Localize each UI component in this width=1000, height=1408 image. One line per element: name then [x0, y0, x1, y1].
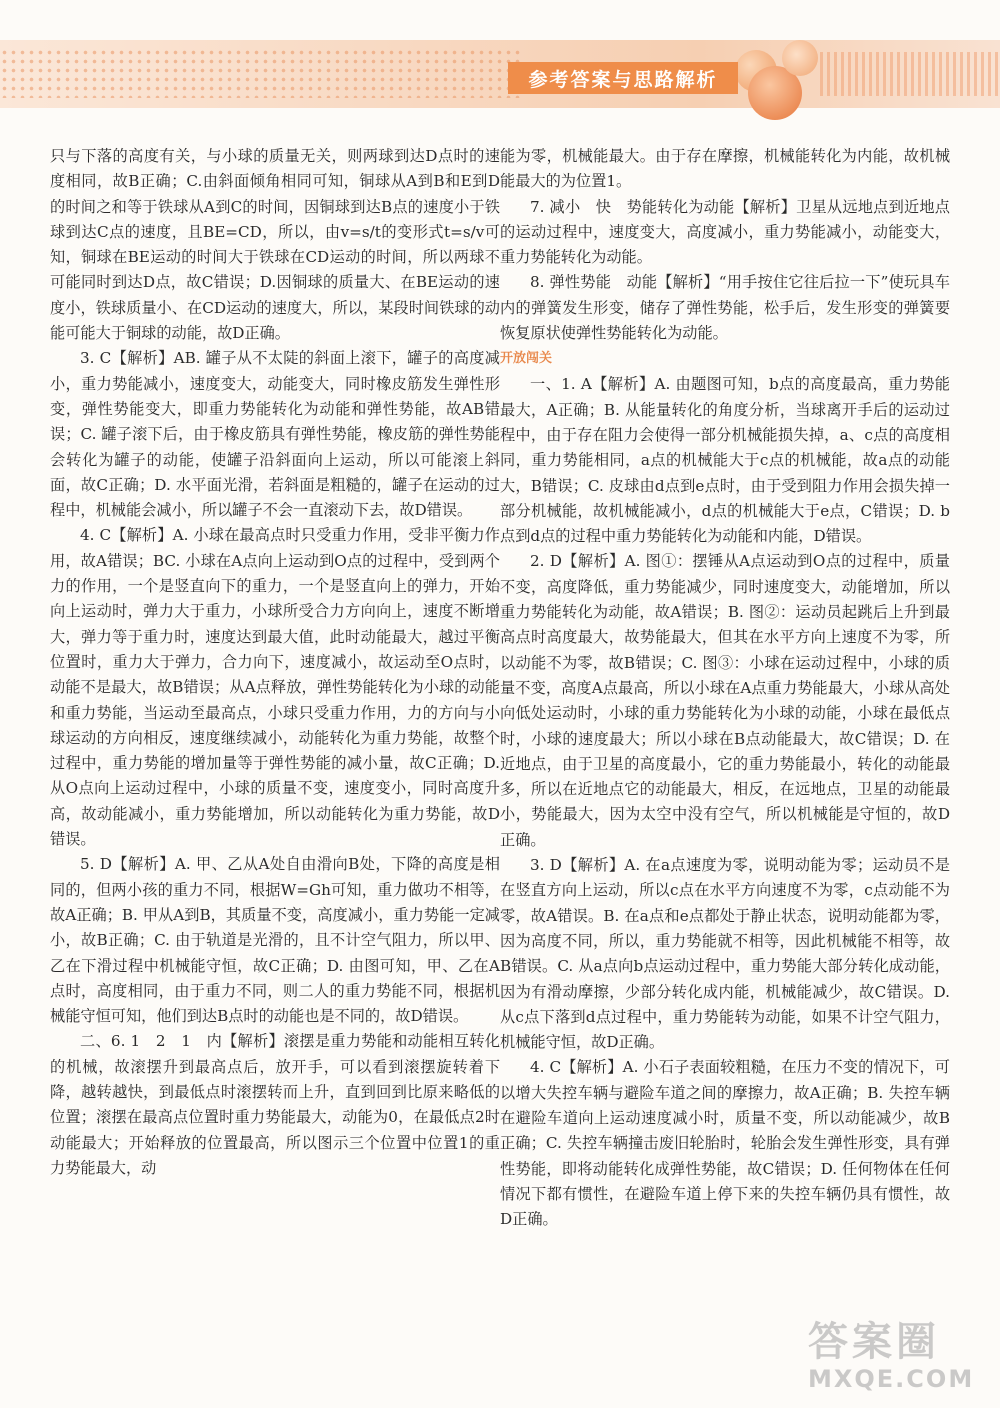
section-heading: 开放闯关 — [500, 351, 553, 367]
watermark — [808, 1320, 988, 1404]
right-column — [500, 144, 950, 1232]
page-title: 参考答案与思路解析 — [508, 62, 738, 94]
answer-paragraph: 二、6. 1 2 1 内【解析】滚摆是重力势能和动能相互转化的机械，故滚摆升到最高点后，放开手，可以看到滚摆旋转着下降，越转越快，到最低点时滚摆转而上升，直到回到比原来略低的位置；滚摆在最高点位置时重力势能最大，动能为0，在最低点2时动能最大；开始释放的位置最高，所以图示三个位置中位置1的重力势能最大，动 — [50, 1032, 500, 1177]
answer-paragraph: 只与下落的高度有关，与小球的质量无关，则两球到达D点时的速度相同，故B正确；C.由斜面倾角相同可知，铜球从A到B和E到D的时间之和等于铁球从A到C的时间，因铜球到达B点的速度小于铁球到达C点的速度，且BE=CD，所以，由v=s/t的变形式t=s/v可知，铜球在BE运动的时间大于铁球在CD运动的时间，所以两球不可能同时到达D点，故C错误；D.因铜球的质量大、在BE运动的速度小，铁球质量小、在CD运动的速度大，所以，某段时间铁球的动能可能大于铜球的动能，故D正确。 — [50, 147, 500, 343]
watermark-url: MXQE.COM — [808, 1365, 975, 1393]
left-column — [50, 144, 500, 1181]
watermark-text: 答案圈 — [808, 1319, 940, 1365]
answer-paragraph: 4. C【解析】A. 小石子表面较粗糙，在压力不变的情况下，可以增大失控车辆与避险车道之间的摩擦力，故A正确；B. 失控车辆在避险车道向上运动速度减小时，质量不变，所以动能减少，故B正确；C. 失控车辆撞击废旧轮胎时，轮胎会发生弹性形变，具有弹性势能，即将动能转化成弹性势能，故C错误；D. 任何物体在任何情况下都有惯性，在避险车道上停下来的失控车辆仍具有惯性，故D正确。 — [500, 1058, 950, 1229]
answer-paragraph: 能为零，机械能最大。由于存在摩擦，机械能转化为内能，故机械能最大的为位置1。 — [500, 147, 950, 191]
answer-paragraph: 4. C【解析】A. 小球在最高点时只受重力作用，受非平衡力作用，故A错误；BC. 小球在A点向上运动到O点的过程中，受到两个力的作用，一个是竖直向下的重力，一个是竖直向上的弹力，开始向上运动时，弹力大于重力，小球所受合力方向向上，速度不断增大，弹力等于重力时，速度达到最大值，此时动能最大，越过平衡位置时，重力大于弹力，合力向下，速度减小，故运动至O点时，动能不是最大，故B错误；从A点释放，弹性势能转化为小球的动能和重力势能，当运动至最高点，小球只受重力作用，力的方向与小球运动的方向相反，速度继续减小，动能转化为重力势能，故整个过程中，重力势能的增加量等于弹性势能的减小量，故C正确；D. 从O点向上运动过程中，小球的质量不变，速度变小，同时高度升高，故动能减小，重力势能增加，所以动能转化为重力势能，故D错误。 — [50, 526, 500, 849]
answer-paragraph: 3. D【解析】A. 在a点速度为零，说明动能为零；运动员不是在竖直方向上运动，所以c点在水平方向速度不为零，c点动能不为零，故A错误。B. 在a点和e点都处于静止状态，说明动能都为零，因为高度不同，所以，重力势能就不相等，因此机械能不相等，故B错误。C. 从a点向b点运动过程中，重力势能大部分转化成动能，因为有滑动摩擦，少部分转化成内能，机械能减少，故C错误。D. 从c点下落到d点过程中，重力势能转为动能，如果不计空气阻力，机械能守恒，故D正确。 — [500, 856, 950, 1052]
answer-paragraph: 5. D【解析】A. 甲、乙从A处自由滑向B处，下降的高度是相同的，但两小孩的重力不同，根据W=Gh可知，重力做功不相等，故A正确；B. 甲从A到B，其质量不变，高度减小，重力势能一定减小，故B正确；C. 由于轨道是光滑的，且不计空气阻力，所以甲、乙在下滑过程中机械能守恒，故C正确；D. 由图可知，甲、乙在A点时，高度相同，由于重力不同，则二人的重力势能不同，根据机械能守恒可知，他们到达B点时的动能也是不同的，故D错误。 — [50, 855, 500, 1026]
answer-paragraph: 3. C【解析】AB. 罐子从不太陡的斜面上滚下，罐子的高度减小，重力势能减小，速度变大，动能变大，同时橡皮筋发生弹性形变，弹性势能变大，即重力势能转化为动能和弹性势能，故AB错误；C. 罐子滚下后，由于橡皮筋具有弹性势能，橡皮筋的弹性势能会转化为罐子的动能，使罐子沿斜面向上运动，所以可能滚上斜面，故C正确；D. 水平面光滑，若斜面是粗糙的，罐子在运动的过程中，机械能会减小，所以罐子不会一直滚动下去，故D错误。 — [50, 349, 500, 520]
answer-paragraph: 一、1. A【解析】A. 由题图可知，b点的高度最高，重力势能最大，A正确；B. 从能量转化的角度分析，当球离开手后的运动过程中，由于存在阻力会使得一部分机械能损失掉，a、c点的高度相同，重力势能相同，a点的机械能大于c点的机械能，故a点的动能大，B错误；C. 皮球由d点到e点时，由于受到阻力作用会损失掉一部分机械能，故机械能减小，d点的机械能大于e点，C错误；D. b点到d点的过程中重力势能转化为动能和内能，D错误。 — [500, 375, 950, 546]
answer-paragraph: 2. D【解析】A. 图①：摆锤从A点运动到O点的过程中，质量不变，高度降低，重力势能减少，同时速度变大，动能增加，所以重力势能转化为动能，故A错误；B. 图②：运动员起跳后上升到最高点时高度最大，故势能最大，但其在水平方向上速度不为零，所以动能不为零，故B错误；C. 图③：小球在运动过程中，小球的质量不变，高度A点最高，所以小球在A点重力势能最大，小球从高处向低处运动时，小球的重力势能转化为小球的动能，小球在最低点时，小球的速度最大；所以小球在B点动能最大，故C错误；D. 在近地点，由于卫星的高度最小，它的重力势能最小，转化的动能最多，所以在近地点它的动能最大，相反，在远地点，卫星的动能最小，势能最大，因为太空中没有空气，所以机械能是守恒的，故D正确。 — [500, 552, 950, 849]
answer-paragraph: 8. 弹性势能 动能【解析】“用手按住它往后拉一下”使玩具车内的弹簧发生形变，储存了弹性势能，松手后，发生形变的弹簧要恢复原状使弹性势能转化为动能。 — [500, 273, 950, 343]
header-dot-pattern — [0, 48, 520, 98]
decorative-circle-icon — [782, 40, 818, 76]
answer-paragraph: 7. 减小 快 势能转化为动能【解析】卫星从远地点到近地点的运动过程中，速度变大，高度减小，重力势能减小，动能变大，重力势能转化为动能。 — [500, 197, 950, 267]
header-stripe-pattern — [820, 52, 1000, 96]
